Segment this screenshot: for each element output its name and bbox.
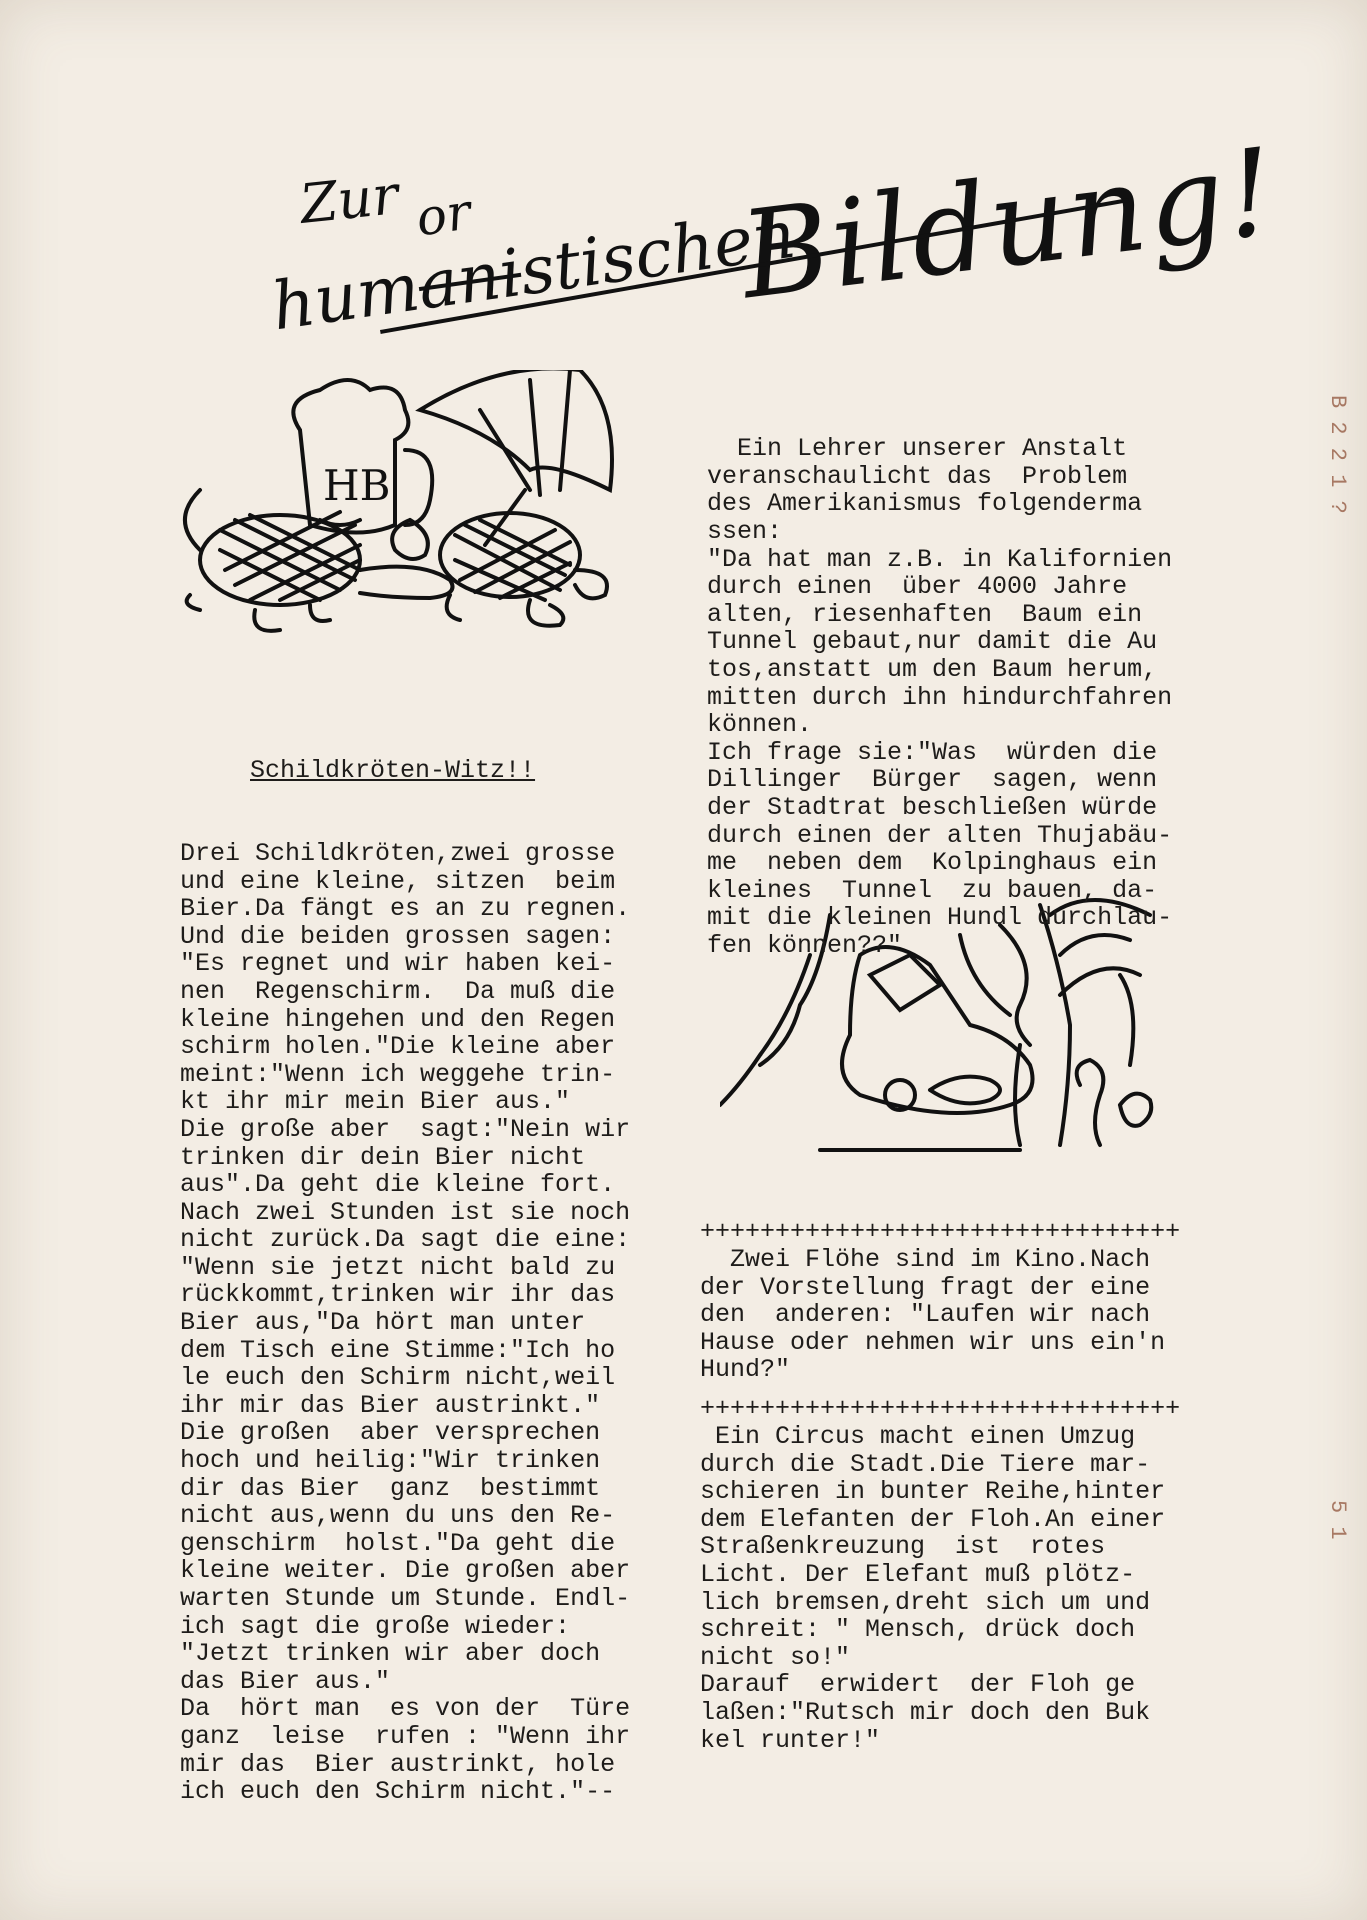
text-line: kel runter!" [700, 1725, 881, 1755]
text-line: nicht aus,wenn du uns den Re- [180, 1501, 616, 1531]
text-line: mir das Bier austrinkt, hole [180, 1749, 616, 1779]
text-line: Zwei Flöhe sind im Kino.Nach [700, 1245, 1151, 1274]
text-line: mit die kleinen Hundl durchlau- [707, 903, 1173, 933]
title-hum-insert: or [412, 182, 475, 248]
beer-mug-icon [293, 380, 432, 533]
text-line: Da hört man es von der Türe [180, 1694, 631, 1724]
text-line: aus".Da geht die kleine fort. [180, 1170, 616, 1200]
text-line: warten Stunde um Stunde. Endl- [180, 1584, 631, 1613]
text-line: "Da hat man z.B. in Kalifornien [707, 544, 1173, 574]
umbrella-icon [420, 370, 612, 545]
mug-label: HB [323, 461, 391, 510]
right-column [707, 380, 1172, 987]
text-line: me neben dem Kolpinghaus ein [707, 848, 1158, 878]
text-line: ssen: [707, 516, 783, 546]
text-line: schreit: " Mensch, drück doch [700, 1615, 1136, 1645]
text-line: Drei Schildkröten,zwei grosse [180, 838, 616, 868]
text-line: ich euch den Schirm nicht."-- [180, 1777, 616, 1807]
text-line: Darauf erwidert der Floh ge [700, 1670, 1136, 1700]
text-line: Bier.Da fängt es an zu regnen. [180, 894, 631, 924]
title-zur: Zur [296, 163, 402, 236]
separator-1: ++++++++++++++++++++++++++++++++ [700, 1217, 1181, 1246]
text-line: nicht so!" [700, 1642, 851, 1672]
text-line: tos,anstatt um den Baum herum, [707, 654, 1158, 684]
separator-2: ++++++++++++++++++++++++++++++++ [700, 1394, 1181, 1423]
text-line: Ein Lehrer unserer Anstalt [707, 434, 1128, 464]
text-line: rückkommt,trinken wir ihr das [180, 1280, 616, 1310]
text-line: können. [707, 710, 813, 740]
text-line: der Vorstellung fragt der eine [700, 1272, 1151, 1302]
text-line: fen können??" [707, 930, 903, 960]
text-line: Licht. Der Elefant muß plötz- [700, 1559, 1136, 1589]
story-amerikanismus [707, 435, 1172, 959]
story-circus [700, 1423, 1165, 1754]
text-line: Hause oder nehmen wir uns ein'n [700, 1327, 1166, 1357]
title-hum-struck: ani [413, 234, 527, 325]
text-line: genschirm holst."Da geht die [180, 1528, 616, 1558]
text-line: lich bremsen,dreht sich um und [700, 1587, 1151, 1617]
text-line: der Stadtrat beschließen würde [707, 792, 1158, 822]
title-bildung: Bildung! [733, 122, 1284, 327]
text-line: durch einen der alten Thujabäu- [707, 820, 1173, 850]
text-line: laßen:"Rutsch mir doch den Buk [700, 1697, 1151, 1727]
text-line: Ich frage sie:"Was würden die [707, 737, 1158, 767]
left-column [180, 702, 630, 1833]
text-line: Die großen aber versprechen [180, 1418, 601, 1448]
text-line: le euch den Schirm nicht,weil [180, 1363, 616, 1393]
text-line: schirm holen."Die kleine aber [180, 1032, 616, 1062]
text-line: veranschaulicht das Problem [707, 461, 1128, 491]
text-line: Ein Circus macht einen Umzug [700, 1422, 1136, 1451]
text-line: Straßenkreuzung ist rotes [700, 1532, 1106, 1562]
text-line: Tunnel gebaut,nur damit die Au [707, 627, 1158, 657]
text-line: nicht zurück.Da sagt die eine: [180, 1225, 631, 1255]
text-line: ihr mir das Bier austrinkt." [180, 1390, 601, 1420]
title-hum-prefix: hum [267, 248, 425, 346]
text-line: den anderen: "Laufen wir nach [700, 1300, 1151, 1330]
story-floehe-kino [700, 1246, 1165, 1384]
joke-heading: Schildkröten-Witz!! [250, 756, 536, 786]
text-line: durch einen über 4000 Jahre [707, 572, 1128, 602]
text-line: dir das Bier ganz bestimmt [180, 1473, 601, 1503]
text-line: nen Regenschirm. Da muß die [180, 976, 616, 1006]
text-line: "Jetzt trinken wir aber doch [180, 1639, 601, 1669]
text-line: Bier aus,"Da hört man unter [180, 1308, 586, 1338]
text-line: kleine hingehen und den Regen [180, 1004, 616, 1034]
text-line: kleines Tunnel zu bauen, da- [707, 875, 1158, 905]
margin-mark-top: B 2 2 1 ? [1325, 395, 1350, 514]
text-line: "Wenn sie jetzt nicht bald zu [180, 1252, 616, 1282]
text-line: des Amerikanismus folgenderma [707, 489, 1143, 519]
turtles-illustration [180, 370, 700, 670]
text-line: Hund?" [700, 1355, 791, 1385]
text-line: mitten durch ihn hindurchfahren [707, 682, 1173, 712]
text-line: kleine weiter. Die großen aber [180, 1556, 631, 1586]
text-line: Nach zwei Stunden ist sie noch [180, 1197, 631, 1227]
text-line: "Es regnet und wir haben kei- [180, 949, 616, 979]
small-dog-icon [1077, 1060, 1152, 1145]
text-line: dem Elefanten der Floh.An einer [700, 1504, 1166, 1534]
text-line: Und die beiden grossen sagen: [180, 921, 616, 951]
margin-mark-bottom: 5 1 [1325, 1500, 1350, 1540]
text-line: kt ihr mir mein Bier aus." [180, 1087, 571, 1117]
text-line: trinken dir dein Bier nicht [180, 1142, 586, 1172]
text-line: durch die Stadt.Die Tiere mar- [700, 1449, 1151, 1479]
text-line: schieren in bunter Reihe,hinter [700, 1477, 1166, 1507]
text-line: meint:"Wenn ich weggehe trin- [180, 1059, 616, 1089]
text-line: ganz leise rufen : "Wenn ihr [180, 1721, 631, 1751]
title-hum-suffix: stischen [515, 195, 800, 311]
left-column-text [180, 840, 630, 1806]
text-line: Dillinger Bürger sagen, wenn [707, 765, 1158, 795]
text-line: hoch und heilig:"Wir trinken [180, 1446, 601, 1476]
text-line: und eine kleine, sitzen beim [180, 866, 616, 896]
text-line: alten, riesenhaften Baum ein [707, 599, 1143, 629]
text-line: dem Tisch eine Stimme:"Ich ho [180, 1335, 616, 1365]
text-line: Die große aber sagt:"Nein wir [180, 1114, 631, 1144]
text-line: ich sagt die große wieder: [180, 1611, 571, 1641]
text-line: das Bier aus." [180, 1666, 391, 1696]
